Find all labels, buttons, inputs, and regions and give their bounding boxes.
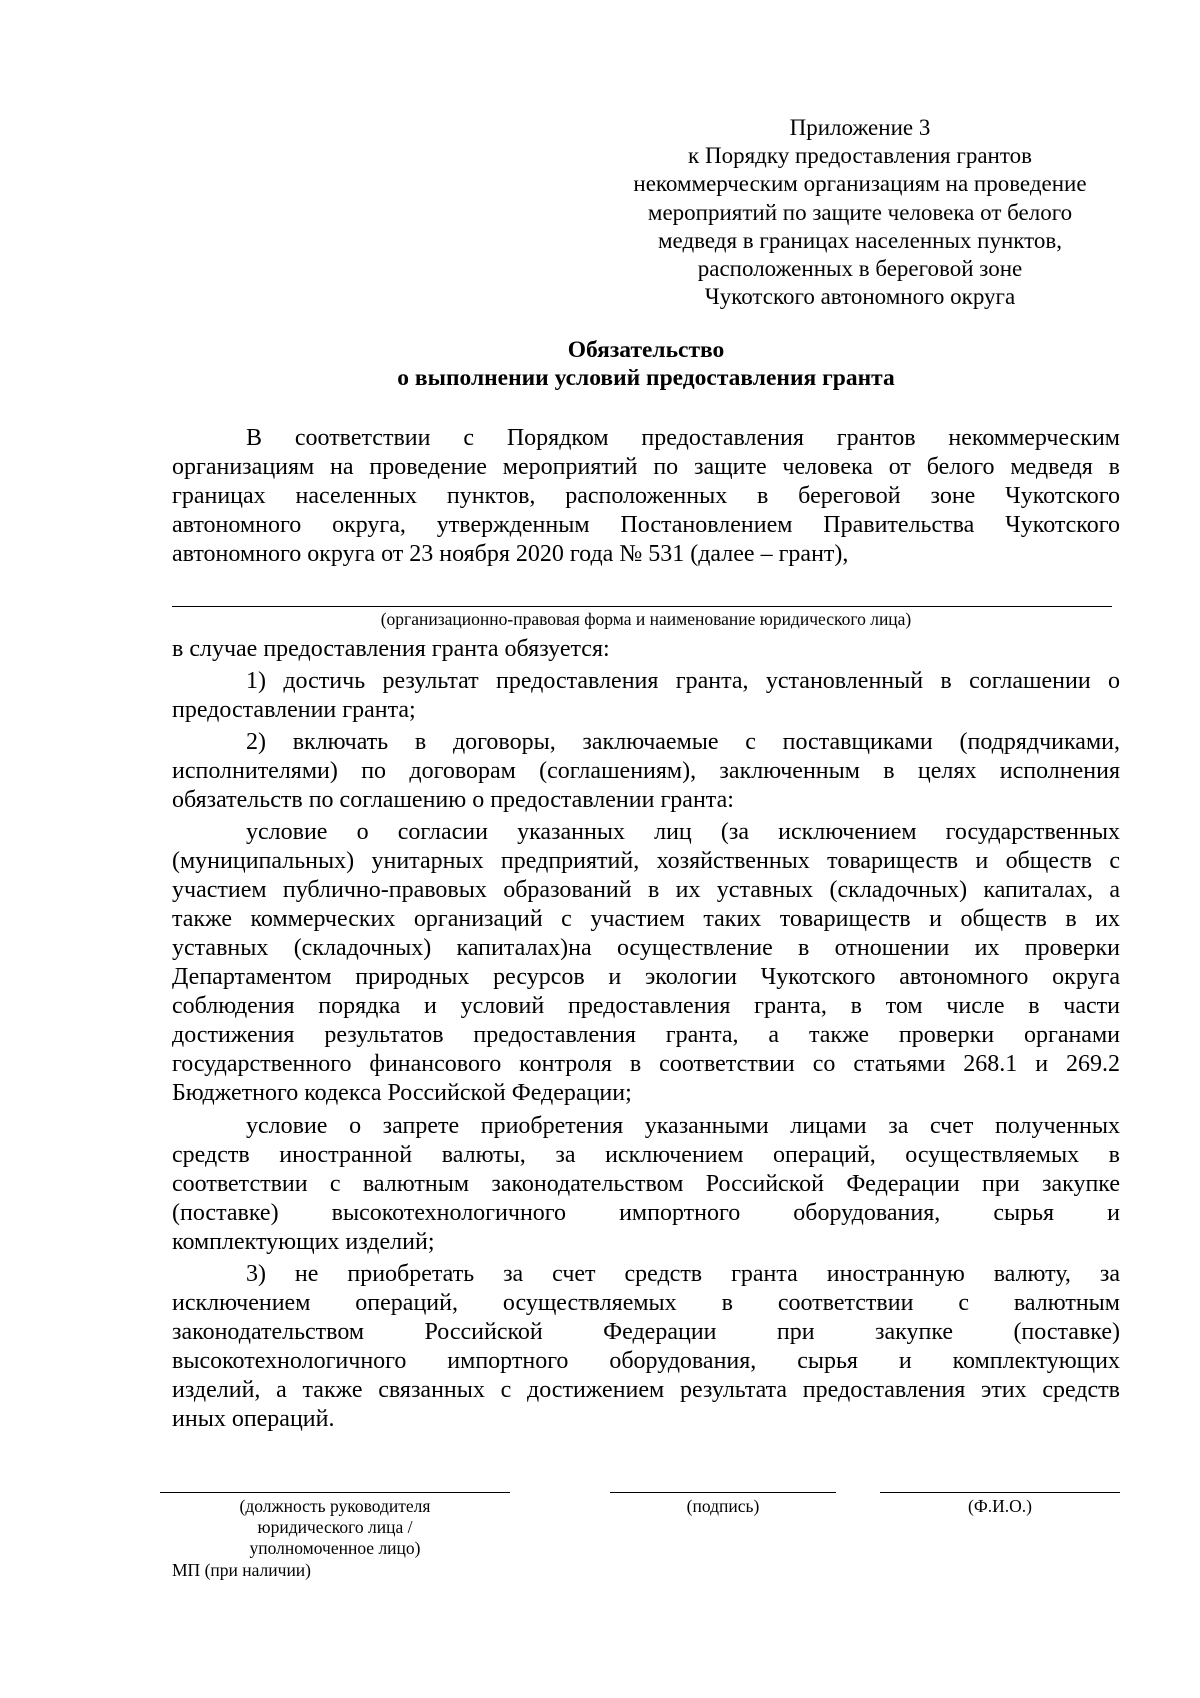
- intro-line: границах населенных пунктов, расположенных в береговой зоне Чукотского: [172, 483, 1120, 509]
- signature-label: (подпись): [686, 1496, 760, 1516]
- intro-line: В соответствии с Порядком предоставления грантов некоммерческим: [246, 425, 1120, 451]
- condition1-line: государственного финансового контроля в соответствии со статьями 268.1 и 269.2: [172, 1051, 1120, 1077]
- condition1-line: соблюдения порядка и условий предоставления гранта, в том числе в части: [172, 993, 1120, 1019]
- condition1-line: Бюджетного кодекса Российской Федерации;: [172, 1080, 632, 1106]
- item3-line: изделий, а также связанных с достижением результата предоставления этих средств: [172, 1377, 1120, 1403]
- stamp-label: МП (при наличии): [172, 1560, 312, 1580]
- condition2-line: средств иностранной валюты, за исключением операций, осуществляемых в: [172, 1142, 1120, 1168]
- item1-line: 1) достичь результат предоставления гранта, установленный в соглашении о: [246, 668, 1120, 694]
- appendix-line: медведя в границах населенных пунктов,: [657, 227, 1063, 253]
- condition2-line: условие о запрете приобретения указанными лицами за счет полученных: [246, 1113, 1120, 1139]
- condition1-line: участием публично-правовых образований в их уставных (складочных) капиталах, а: [172, 877, 1120, 903]
- title-line-2: о выполнении условий предоставления гранта: [397, 365, 895, 391]
- condition2-line: комплектующих изделий;: [172, 1229, 435, 1255]
- item3-line: 3) не приобретать за счет средств гранта иностранную валюту, за: [246, 1261, 1120, 1287]
- org-name-caption: (организационно-правовая форма и наименование юридического лица): [380, 609, 912, 629]
- item2-line: обязательств по соглашению о предоставлении гранта:: [172, 787, 734, 813]
- condition2-line: (поставке) высокотехнологичного импортного оборудования, сырья и: [172, 1200, 1120, 1226]
- item3-line: исключением операций, осуществляемых в соответствии с валютным: [172, 1290, 1120, 1316]
- appendix-header: [600, 114, 1120, 311]
- document-title: [172, 336, 1120, 392]
- condition1-line: Департаментом природных ресурсов и экологии Чукотского автономного округа: [172, 964, 1120, 990]
- position-label-line: юридического лица /: [257, 1517, 413, 1537]
- item3-line: высокотехнологичного импортного оборудования, сырья и комплектующих: [172, 1348, 1120, 1374]
- appendix-line: к Порядку предоставления грантов: [688, 143, 1032, 169]
- intro-line: организациям на проведение мероприятий по защите человека от белого медведя в: [172, 454, 1120, 480]
- appendix-line: расположенных в береговой зоне: [697, 256, 1023, 282]
- position-label: [160, 1496, 510, 1559]
- item3-line: иных операций.: [172, 1406, 335, 1432]
- condition1-line: (муниципальных) унитарных предприятий, хозяйственных товариществ и обществ с: [172, 848, 1120, 874]
- full-name-label: (Ф.И.О.): [968, 1496, 1032, 1516]
- condition2-line: соответствии с валютным законодательством Российской Федерации при закупке: [172, 1171, 1120, 1197]
- position-label-line: уполномоченное лицо): [249, 1538, 421, 1558]
- item2-line: исполнителями) по договорам (соглашениям), заключенным в целях исполнения: [172, 758, 1120, 784]
- item1-line: предоставлении гранта;: [172, 697, 416, 723]
- condition1-line: также коммерческих организаций с участием таких товариществ и обществ в их: [172, 906, 1120, 932]
- position-label-line: (должность руководителя: [239, 1496, 431, 1516]
- condition1-line: уставных (складочных) капиталах)на осуществление в отношении их проверки: [172, 935, 1120, 961]
- obliges-line: в случае предоставления гранта обязуется:: [172, 636, 610, 662]
- position-blank-line: [160, 1492, 510, 1493]
- title-line-1: Обязательство: [567, 337, 725, 363]
- condition1-line: достижения результатов предоставления гранта, а также проверки органами: [172, 1022, 1120, 1048]
- intro-line: автономного округа от 23 ноября 2020 года № 531 (далее – грант),: [172, 541, 849, 567]
- signature-blank-line: [610, 1492, 836, 1493]
- appendix-line: Чукотского автономного округа: [704, 284, 1016, 310]
- appendix-line: Приложение 3: [789, 115, 931, 140]
- full-name-blank-line: [880, 1492, 1120, 1493]
- appendix-line: некоммерческим организациям на проведение: [633, 171, 1087, 197]
- item2-line: 2) включать в договоры, заключаемые с поставщиками (подрядчиками,: [246, 729, 1120, 755]
- item3-line: законодательством Российской Федерации при закупке (поставке): [172, 1319, 1120, 1345]
- org-name-blank-line: [172, 606, 1112, 607]
- appendix-line: мероприятий по защите человека от белого: [647, 199, 1073, 225]
- intro-line: автономного округа, утвержденным Постановлением Правительства Чукотского: [172, 512, 1120, 538]
- condition1-line: условие о согласии указанных лиц (за исключением государственных: [246, 819, 1120, 845]
